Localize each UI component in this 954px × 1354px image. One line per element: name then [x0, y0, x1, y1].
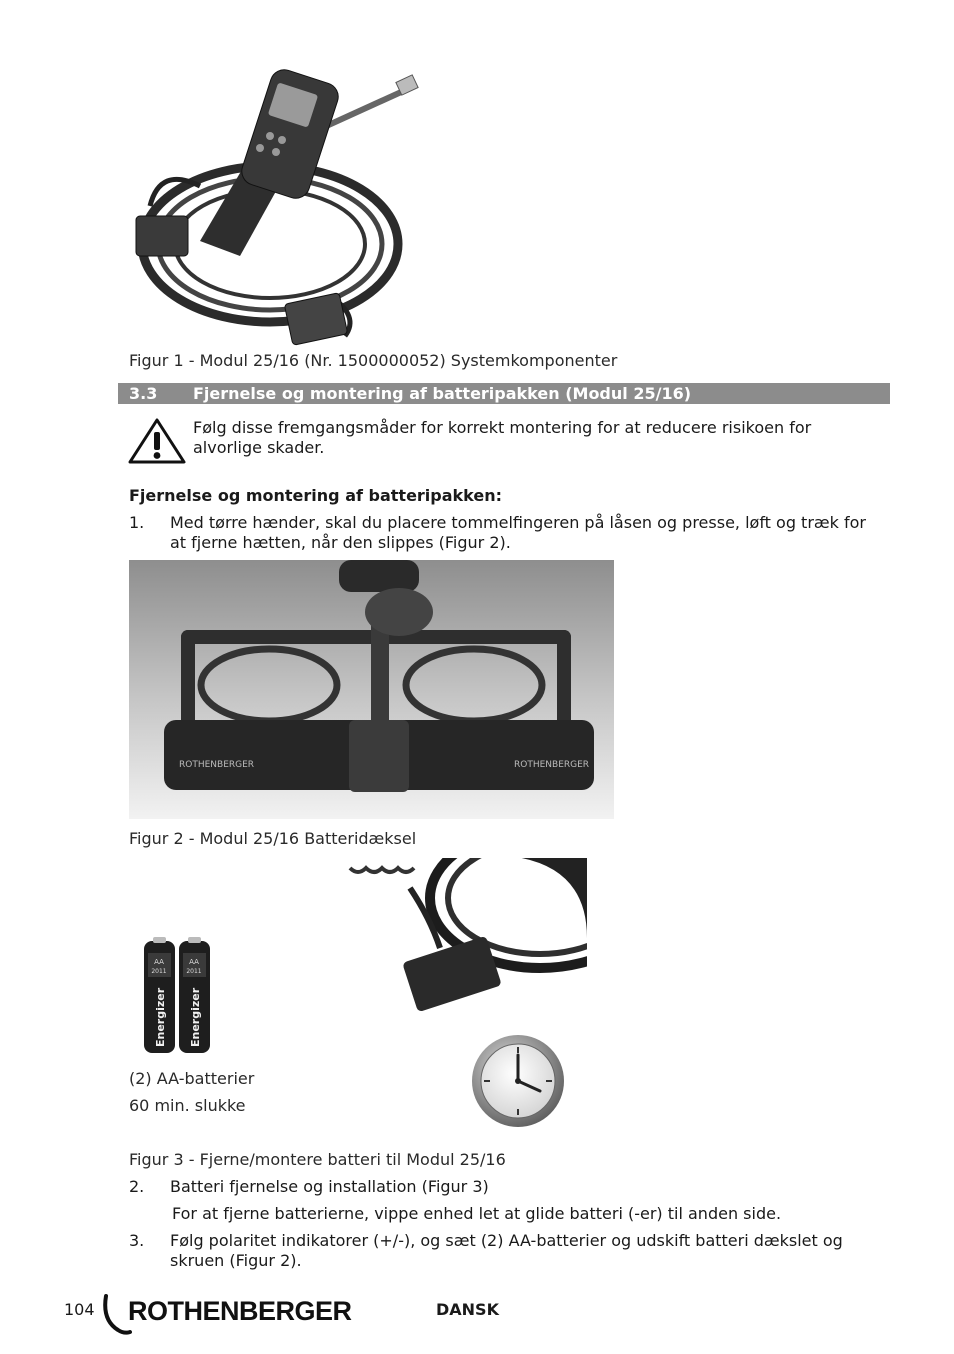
step2-number: 2. [129, 1177, 145, 1196]
figure2-image [129, 560, 614, 819]
figure1-image [130, 66, 420, 348]
battery-year-right: 2011 [186, 968, 202, 975]
warning-triangle-icon [127, 417, 187, 465]
battery-year-left: 2011 [151, 968, 167, 975]
clock-icon [470, 1033, 566, 1129]
step2-subtext: For at fjerne batterierne, vippe enhed let at glide batteri (-er) til anden side. [172, 1204, 782, 1223]
section-number: 3.3 [129, 384, 158, 403]
figure2-brand-left: ROTHENBERGER [179, 760, 255, 770]
section-heading [118, 383, 890, 404]
brand-logo: ROTHENBERGER [128, 1296, 352, 1326]
section-title: Fjernelse og montering af batteripakken (Modul 25/16) [193, 384, 692, 403]
time-label: 60 min. slukke [129, 1096, 246, 1115]
language-label: DANSK [436, 1300, 499, 1319]
figure3-caption: Figur 3 - Fjerne/montere batteri til Modul 25/16 [129, 1150, 506, 1169]
step3-number: 3. [129, 1231, 145, 1250]
battery-brand-right: Energizer [189, 987, 202, 1047]
battery-size-right: AA [189, 958, 199, 966]
step1-number: 1. [129, 513, 145, 532]
step2-text: Batteri fjernelse og installation (Figur 3) [170, 1177, 489, 1196]
figure2-caption: Figur 2 - Modul 25/16 Batteridæksel [129, 829, 417, 848]
figure1-caption: Figur 1 - Modul 25/16 (Nr. 1500000052) Systemkomponenter [129, 351, 618, 370]
step1-text: Med tørre hænder, skal du placere tommelfingeren på låsen og presse, løft og træk for at fjerne hætten, når den slippes (Figur 2). [170, 513, 866, 552]
step3-text: Følg polaritet indikatorer (+/-), og sæt (2) AA-batterier og udskift batteri dækslet og skruen (Figur 2). [170, 1231, 843, 1270]
battery-size-left: AA [154, 958, 164, 966]
figure2-brand-right: ROTHENBERGER [514, 760, 590, 770]
battery-label: (2) AA-batterier [129, 1069, 255, 1088]
page-number: 104 [64, 1300, 95, 1319]
battery-brand-left: Energizer [154, 987, 167, 1047]
figure3-reel-image [320, 858, 587, 1020]
subheading: Fjernelse og montering af batteripakken: [129, 486, 503, 505]
warning-text: Følg disse fremgangsmåder for korrekt montering for at reducere risikoen for alvorlige skader. [193, 418, 812, 457]
battery-pair-image [142, 937, 212, 1055]
